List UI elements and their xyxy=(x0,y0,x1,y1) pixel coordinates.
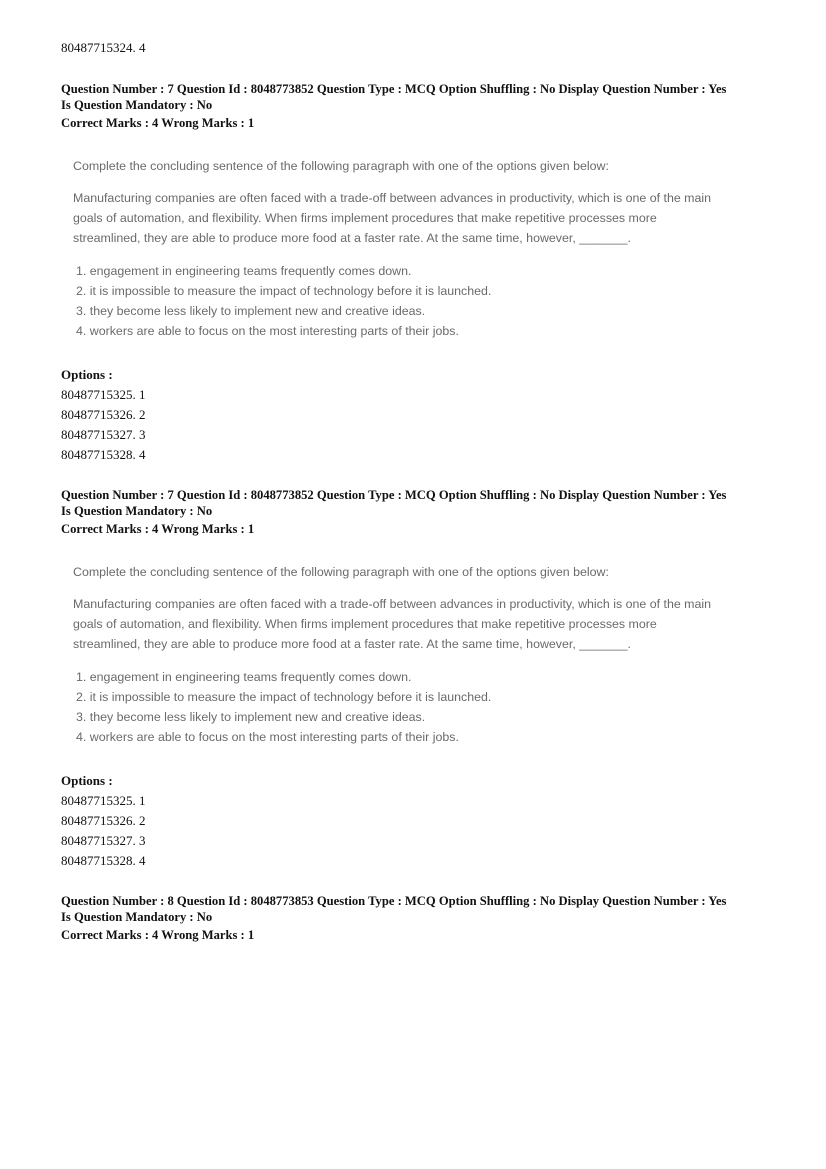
choice-item: 1. engagement in engineering teams frequently comes down. xyxy=(76,264,412,278)
question-prompt: Complete the concluding sentence of the following paragraph with one of the options given below: xyxy=(73,159,609,173)
choice-list xyxy=(76,667,771,747)
choice-item: 3. they become less likely to implement new and creative ideas. xyxy=(76,710,426,724)
question-block-2 xyxy=(61,487,771,871)
paragraph-line: Manufacturing companies are often faced with a trade-off between advances in productivity, which is one of the main xyxy=(73,597,712,611)
question-block-3 xyxy=(61,893,771,943)
choice-item: 3. they become less likely to implement new and creative ideas. xyxy=(76,304,426,318)
question-mandatory: Is Question Mandatory : No xyxy=(61,504,213,518)
choice-item: 4. workers are able to focus on the most interesting parts of their jobs. xyxy=(76,730,459,744)
option-item: 80487715326. 2 xyxy=(61,407,146,422)
options-label: Options : xyxy=(61,773,113,788)
options-label: Options : xyxy=(61,367,113,382)
option-item: 80487715327. 3 xyxy=(61,833,146,848)
option-item: 80487715325. 1 xyxy=(61,793,146,808)
choice-item: 2. it is impossible to measure the impact of technology before it is launched. xyxy=(76,690,492,704)
options-list xyxy=(61,791,771,871)
question-marks: Correct Marks : 4 Wrong Marks : 1 xyxy=(61,522,255,536)
option-item: 80487715328. 4 xyxy=(61,853,146,868)
paragraph-line: goals of automation, and flexibility. When firms implement procedures that make repetitive processes more xyxy=(73,211,657,225)
question-mandatory: Is Question Mandatory : No xyxy=(61,910,213,924)
question-image xyxy=(73,157,771,341)
paragraph-line: streamlined, they are able to produce more food at a faster rate. At the same time, however, _______. xyxy=(73,637,631,651)
question-paragraph xyxy=(73,188,771,248)
paragraph-line: streamlined, they are able to produce more food at a faster rate. At the same time, however, _______. xyxy=(73,231,631,245)
document-page xyxy=(61,38,771,943)
question-header: Question Number : 8 Question Id : 8048773853 Question Type : MCQ Option Shuffling : No Display Question Number : Yes xyxy=(61,894,727,908)
choice-item: 2. it is impossible to measure the impact of technology before it is launched. xyxy=(76,284,492,298)
paragraph-line: goals of automation, and flexibility. When firms implement procedures that make repetitive processes more xyxy=(73,617,657,631)
option-item: 80487715328. 4 xyxy=(61,447,146,462)
question-marks: Correct Marks : 4 Wrong Marks : 1 xyxy=(61,928,255,942)
question-image xyxy=(73,563,771,747)
question-block-1 xyxy=(61,81,771,465)
previous-answer-line: 80487715324. 4 xyxy=(61,40,146,55)
options-list xyxy=(61,385,771,465)
question-marks: Correct Marks : 4 Wrong Marks : 1 xyxy=(61,116,255,130)
choice-list xyxy=(76,261,771,341)
option-item: 80487715326. 2 xyxy=(61,813,146,828)
paragraph-line: Manufacturing companies are often faced with a trade-off between advances in productivity, which is one of the main xyxy=(73,191,712,205)
question-prompt: Complete the concluding sentence of the following paragraph with one of the options given below: xyxy=(73,565,609,579)
question-paragraph xyxy=(73,594,771,654)
option-item: 80487715325. 1 xyxy=(61,387,146,402)
choice-item: 1. engagement in engineering teams frequently comes down. xyxy=(76,670,412,684)
question-header: Question Number : 7 Question Id : 8048773852 Question Type : MCQ Option Shuffling : No Display Question Number : Yes xyxy=(61,82,727,96)
choice-item: 4. workers are able to focus on the most interesting parts of their jobs. xyxy=(76,324,459,338)
question-header: Question Number : 7 Question Id : 8048773852 Question Type : MCQ Option Shuffling : No Display Question Number : Yes xyxy=(61,488,727,502)
option-item: 80487715327. 3 xyxy=(61,427,146,442)
question-mandatory: Is Question Mandatory : No xyxy=(61,98,213,112)
